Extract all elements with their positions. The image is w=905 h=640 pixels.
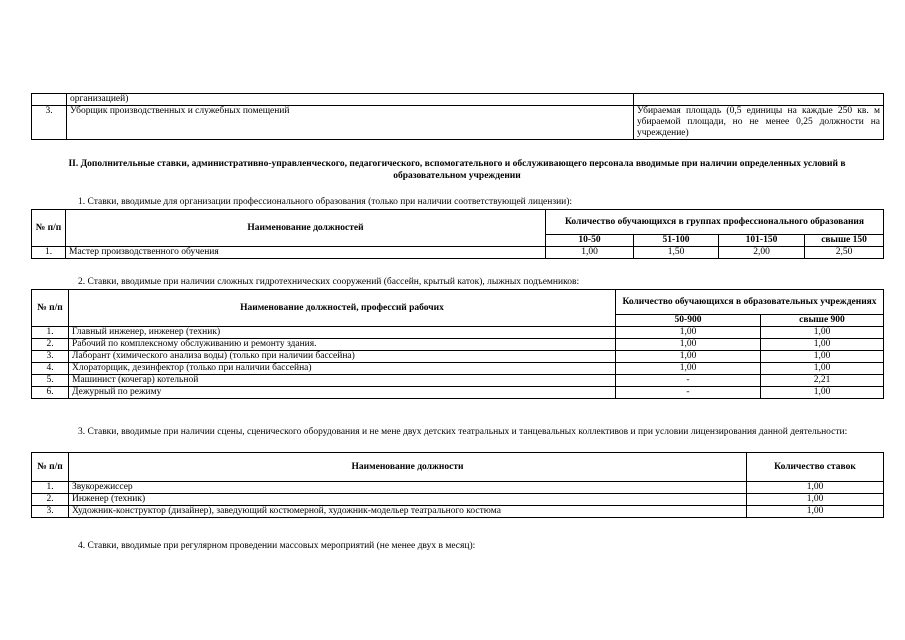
header-num: № п/п bbox=[32, 290, 69, 327]
table-header-row bbox=[32, 453, 884, 482]
rate-value: 1,00 bbox=[761, 327, 884, 339]
position-name: Главный инженер, инженер (техник) bbox=[69, 327, 616, 339]
table-row bbox=[32, 94, 884, 106]
position-name: Дежурный по режиму bbox=[69, 387, 616, 399]
row-note: Убираемая площадь (0,5 единицы на каждые 250 кв. м убираемой площади, но не менее 0,25 должности на учреждение) bbox=[634, 106, 884, 140]
rate-value: 1,00 bbox=[761, 387, 884, 399]
rate-value: 1,00 bbox=[747, 506, 884, 518]
paragraph-4: 4. Ставки, вводимые при регулярном проведении массовых мероприятий (не менее двух в месяц): bbox=[78, 541, 476, 551]
table-row bbox=[32, 327, 884, 339]
header-col: 101-150 bbox=[719, 235, 805, 247]
header-col: 51-100 bbox=[634, 235, 719, 247]
rate-value: 1,50 bbox=[634, 247, 719, 259]
row-number: 2. bbox=[32, 494, 69, 506]
table-row bbox=[32, 506, 884, 518]
section-heading: II. Дополнительные ставки, административно-управленческого, педагогического, вспомогательного и обслуживающего персонала вводимые при наличии определенных условий в образовательном учреждении bbox=[68, 159, 846, 181]
table-header-row bbox=[32, 290, 884, 315]
rate-value: 1,00 bbox=[761, 339, 884, 351]
header-group: Количество обучающихся в образовательных учреждениях bbox=[616, 290, 884, 315]
position-name: Машинист (кочегар) котельной bbox=[69, 375, 616, 387]
row-number: 4. bbox=[32, 363, 69, 375]
rate-value: - bbox=[616, 387, 761, 399]
position-name: Хлораторщик, дезинфектор (только при наличии бассейна) bbox=[69, 363, 616, 375]
rate-value: 1,00 bbox=[616, 363, 761, 375]
rate-value: 1,00 bbox=[616, 351, 761, 363]
rate-value: 1,00 bbox=[616, 327, 761, 339]
row-number: 3. bbox=[32, 351, 69, 363]
rate-value: 1,00 bbox=[747, 494, 884, 506]
row-number: 5. bbox=[32, 375, 69, 387]
table-row bbox=[32, 375, 884, 387]
position-name: Инженер (техник) bbox=[69, 494, 747, 506]
rate-value: 1,00 bbox=[761, 351, 884, 363]
row-number: 1. bbox=[32, 247, 66, 259]
table-row bbox=[32, 482, 884, 494]
rate-value: 1,00 bbox=[616, 339, 761, 351]
rate-value: 1,00 bbox=[747, 482, 884, 494]
table-header-row bbox=[32, 210, 884, 235]
header-num: № п/п bbox=[32, 453, 69, 482]
rate-value: 1,00 bbox=[546, 247, 634, 259]
row-number: 1. bbox=[32, 482, 69, 494]
position-name: Мастер производственного обучения bbox=[66, 247, 546, 259]
rate-value: 2,21 bbox=[761, 375, 884, 387]
table-1 bbox=[31, 209, 884, 259]
table-row bbox=[32, 351, 884, 363]
paragraph-3: 3. Ставки, вводимые при наличии сцены, сценического оборудования и не мене двух детских театральных и танцевальных коллективов и при условии лицензирования данной деятельности: bbox=[78, 427, 848, 437]
row-number: 3. bbox=[32, 106, 67, 140]
rate-value: - bbox=[616, 375, 761, 387]
table-row bbox=[32, 363, 884, 375]
rate-value: 2,50 bbox=[805, 247, 884, 259]
position-name: Звукорежиссер bbox=[69, 482, 747, 494]
header-col: свыше 150 bbox=[805, 235, 884, 247]
row-number: 2. bbox=[32, 339, 69, 351]
header-count: Количество ставок bbox=[747, 453, 884, 482]
header-num: № п/п bbox=[32, 210, 66, 247]
header-col: 10-50 bbox=[546, 235, 634, 247]
row-continued-text: организацией) bbox=[67, 94, 634, 106]
paragraph-2: 2. Ставки, вводимые при наличии сложных гидротехнических сооружений (бассейн, крытый каток), лыжных подъемников: bbox=[78, 277, 580, 287]
position-name: Лаборант (химического анализа воды) (только при наличии бассейна) bbox=[69, 351, 616, 363]
table-row bbox=[32, 106, 884, 140]
table-row bbox=[32, 339, 884, 351]
position-name: Художник-конструктор (дизайнер), заведующий костюмерной, художник-модельер театрального костюма bbox=[69, 506, 747, 518]
rate-value: 2,00 bbox=[719, 247, 805, 259]
position-name: Уборщик производственных и служебных помещений bbox=[67, 106, 634, 140]
row-number: 6. bbox=[32, 387, 69, 399]
row-number: 3. bbox=[32, 506, 69, 518]
header-group: Количество обучающихся в группах профессионального образования bbox=[546, 210, 884, 235]
top-table bbox=[31, 93, 884, 140]
table-row bbox=[32, 387, 884, 399]
table-2 bbox=[31, 289, 884, 399]
table-3 bbox=[31, 452, 884, 518]
table-row bbox=[32, 247, 884, 259]
table-row bbox=[32, 494, 884, 506]
header-name: Наименование должностей, профессий рабочих bbox=[69, 290, 616, 327]
header-name: Наименование должности bbox=[69, 453, 747, 482]
header-col: 50-900 bbox=[616, 315, 761, 327]
header-name: Наименование должностей bbox=[66, 210, 546, 247]
rate-value: 1,00 bbox=[761, 363, 884, 375]
header-col: свыше 900 bbox=[761, 315, 884, 327]
paragraph-1: 1. Ставки, вводимые для организации профессионального образования (только при наличии соответствующей лицензии): bbox=[78, 197, 573, 207]
position-name: Рабочий по комплексному обслуживанию и ремонту здания. bbox=[69, 339, 616, 351]
row-number: 1. bbox=[32, 327, 69, 339]
